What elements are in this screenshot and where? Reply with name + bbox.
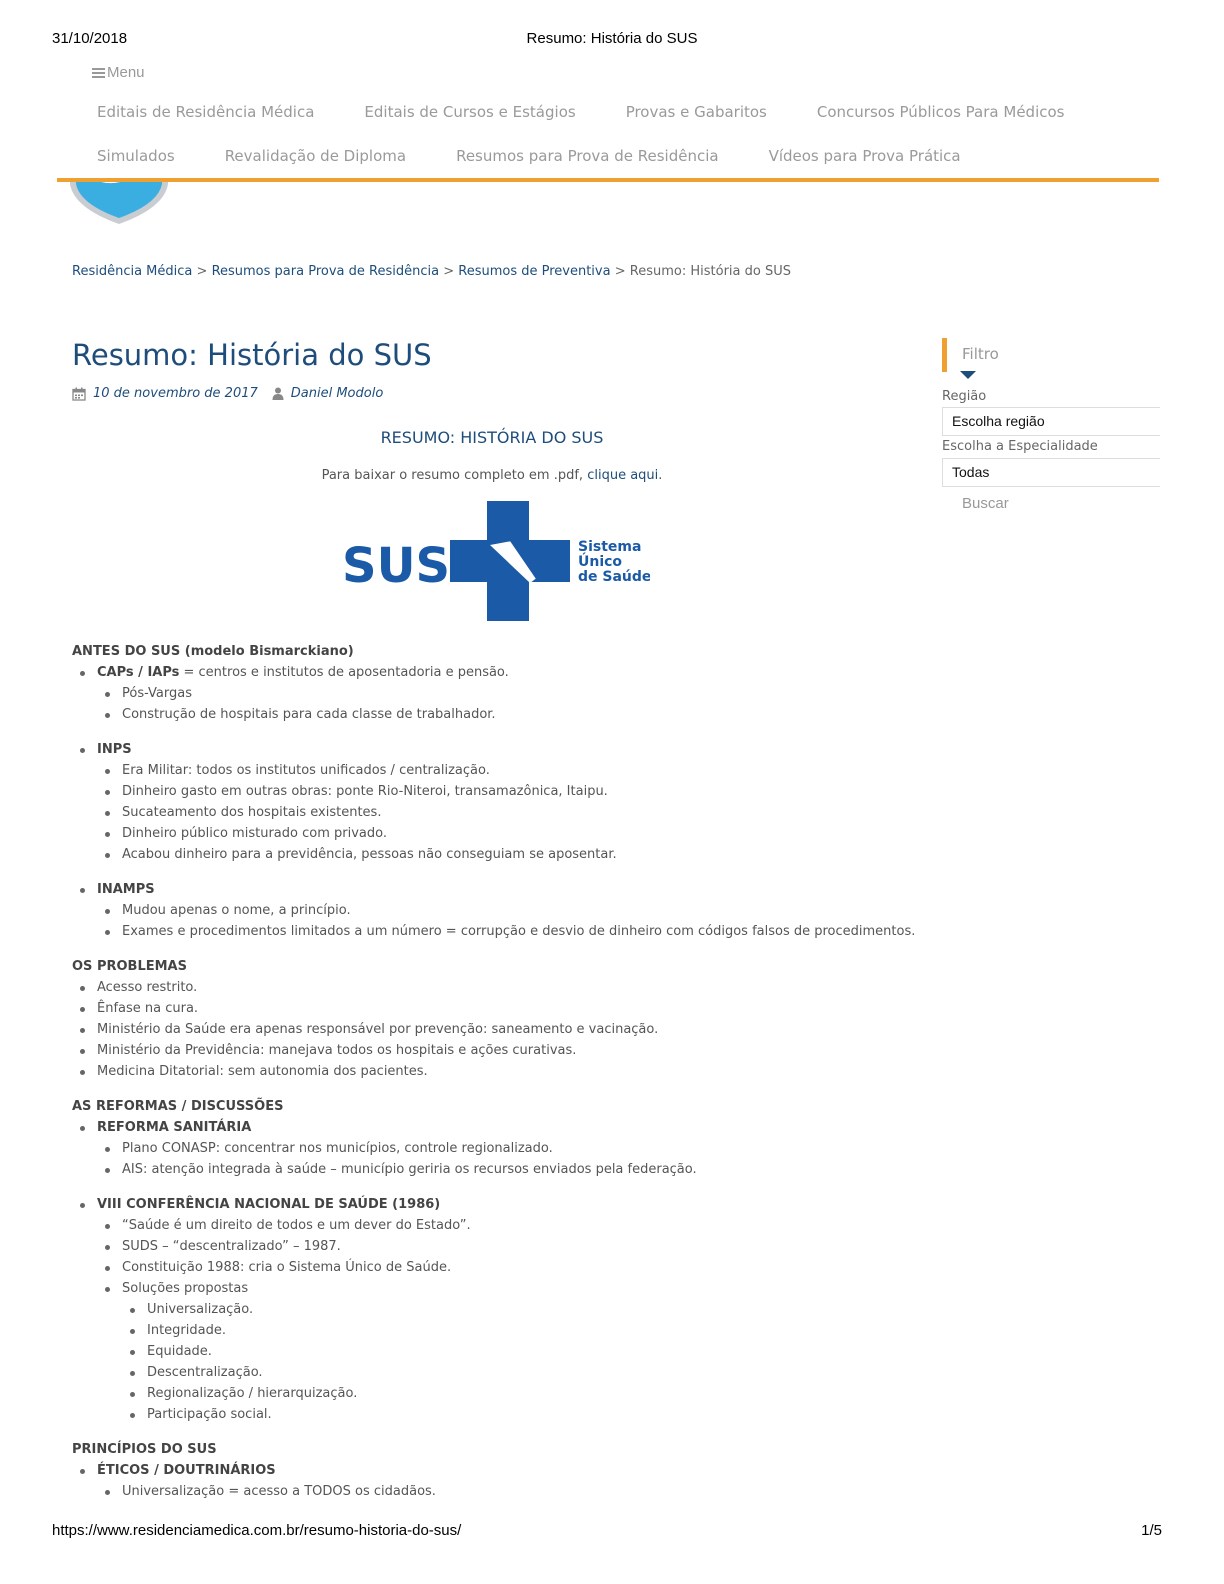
search-button[interactable]: Buscar [962, 495, 1009, 512]
list-item: Sucateamento dos hospitais existentes. [72, 802, 922, 823]
list-item: Ministério da Previdência: manejava todos os hospitais e ações curativas. [72, 1040, 922, 1061]
calendar-icon [72, 387, 86, 401]
list-item: Participação social. [72, 1404, 922, 1425]
breadcrumb-link-preventiva[interactable]: Resumos de Preventiva [458, 264, 611, 279]
breadcrumb-link-home[interactable]: Residência Médica [72, 264, 193, 279]
list-item: Construção de hospitais para cada classe de trabalhador. [72, 704, 922, 725]
list-item: Soluções propostas [72, 1278, 922, 1299]
list-item: INPS [72, 739, 922, 760]
list-item: “Saúde é um direito de todos e um dever do Estado”. [72, 1215, 922, 1236]
nav-item-provas-gabaritos[interactable]: Provas e Gabaritos [625, 103, 767, 121]
list-item: Equidade. [72, 1341, 922, 1362]
print-url: https://www.residenciamedica.com.br/resumo-historia-do-sus/ [52, 1522, 462, 1539]
download-link[interactable]: clique aqui [587, 468, 659, 483]
list-item: Acabou dinheiro para a previdência, pessoas não conseguiam se aposentar. [72, 844, 922, 865]
page-title: Resumo: História do SUS [72, 338, 432, 372]
caret-down-icon [960, 371, 976, 379]
main-nav-row-2 [72, 147, 986, 165]
list-item: VIII CONFERÊNCIA NACIONAL DE SAÚDE (1986) [72, 1194, 922, 1215]
post-author[interactable]: Daniel Modolo [290, 386, 384, 401]
list-item: Integridade. [72, 1320, 922, 1341]
sus-logo-image [340, 499, 650, 623]
list-item: Dinheiro público misturado com privado. [72, 823, 922, 844]
list-item: Mudou apenas o nome, a princípio. [72, 900, 922, 921]
nav-item-editais-cursos[interactable]: Editais de Cursos e Estágios [364, 103, 576, 121]
breadcrumb-separator: > [614, 264, 626, 279]
list-item: Plano CONASP: concentrar nos municípios, controle regionalizado. [72, 1138, 922, 1159]
breadcrumb-separator: > [443, 264, 455, 279]
nav-item-concursos-publicos[interactable]: Concursos Públicos Para Médicos [816, 103, 1065, 121]
sus-logo-line1: Sistema [578, 539, 642, 555]
list-item: Medicina Ditatorial: sem autonomia dos pacientes. [72, 1061, 922, 1082]
list-item: Universalização = acesso a TODOS os cidadãos. [72, 1481, 922, 1502]
print-title: Resumo: História do SUS [526, 30, 698, 47]
list-item: Regionalização / hierarquização. [72, 1383, 922, 1404]
region-select[interactable]: Escolha região [942, 407, 1160, 436]
list-item: SUDS – “descentralizado” – 1987. [72, 1236, 922, 1257]
download-line: Para baixar o resumo completo em .pdf, clique aqui. [321, 468, 663, 483]
list-item: Ministério da Saúde era apenas responsável por prevenção: saneamento e vacinação. [72, 1019, 922, 1040]
sus-logo-line2: Único [578, 554, 623, 570]
main-nav-row-1 [72, 103, 1089, 121]
print-page-number: 1/5 [1141, 1522, 1162, 1539]
breadcrumb-separator: > [196, 264, 208, 279]
document-heading: RESUMO: HISTÓRIA DO SUS [380, 428, 604, 447]
nav-item-revalidacao[interactable]: Revalidação de Diploma [224, 147, 407, 165]
nav-item-videos[interactable]: Vídeos para Prova Prática [768, 147, 961, 165]
specialty-select[interactable]: Todas [942, 458, 1160, 487]
filter-title: Filtro [962, 345, 999, 363]
section-heading: PRINCÍPIOS DO SUS [72, 1442, 217, 1457]
post-date[interactable]: 10 de novembro de 2017 [93, 386, 258, 401]
sus-logo-acronym: SUS [342, 538, 451, 594]
list-item: ÉTICOS / DOUTRINÁRIOS [72, 1460, 922, 1481]
list-item: Era Militar: todos os institutos unificados / centralização. [72, 760, 922, 781]
list-item: CAPs / IAPs = centros e institutos de aposentadoria e pensão. [72, 662, 922, 683]
breadcrumb-current: Resumo: História do SUS [629, 264, 791, 279]
nav-item-resumos[interactable]: Resumos para Prova de Residência [456, 147, 719, 165]
menu-toggle-button[interactable] [92, 64, 145, 81]
section-heading: ANTES DO SUS (modelo Bismarckiano) [72, 644, 354, 659]
breadcrumb-link-resumos[interactable]: Resumos para Prova de Residência [211, 264, 440, 279]
section-heading: AS REFORMAS / DISCUSSÕES [72, 1099, 284, 1114]
hamburger-icon [92, 68, 105, 78]
print-date: 31/10/2018 [52, 30, 128, 47]
sidebar-accent-bar [942, 338, 947, 372]
user-icon [272, 387, 284, 400]
list-item: Descentralização. [72, 1362, 922, 1383]
list-item: Constituição 1988: cria o Sistema Único de Saúde. [72, 1257, 922, 1278]
menu-label: Menu [107, 64, 145, 81]
region-label: Região [942, 389, 987, 404]
list-item: Acesso restrito. [72, 977, 922, 998]
specialty-label: Escolha a Especialidade [942, 439, 1098, 454]
list-item: Dinheiro gasto em outras obras: ponte Rio-Niteroi, transamazônica, Itaipu. [72, 781, 922, 802]
post-meta [72, 386, 383, 401]
nav-item-editais-residencia[interactable]: Editais de Residência Médica [97, 103, 315, 121]
list-item: AIS: atenção integrada à saúde – município geriria os recursos enviados pela federação. [72, 1159, 922, 1180]
nav-item-simulados[interactable]: Simulados [97, 147, 175, 165]
list-item: INAMPS [72, 879, 922, 900]
list-item: Exames e procedimentos limitados a um número = corrupção e desvio de dinheiro com códigos falsos de procedimentos. [72, 921, 922, 942]
list-item: REFORMA SANITÁRIA [72, 1117, 922, 1138]
nav-divider [57, 178, 1159, 182]
list-item: Pós-Vargas [72, 683, 922, 704]
breadcrumb [72, 264, 791, 279]
sus-logo-line3: de Saúde [578, 569, 650, 585]
site-logo[interactable] [68, 182, 170, 226]
section-heading: OS PROBLEMAS [72, 959, 187, 974]
list-item: Ênfase na cura. [72, 998, 922, 1019]
list-item: Universalização. [72, 1299, 922, 1320]
article-body [72, 641, 922, 1502]
